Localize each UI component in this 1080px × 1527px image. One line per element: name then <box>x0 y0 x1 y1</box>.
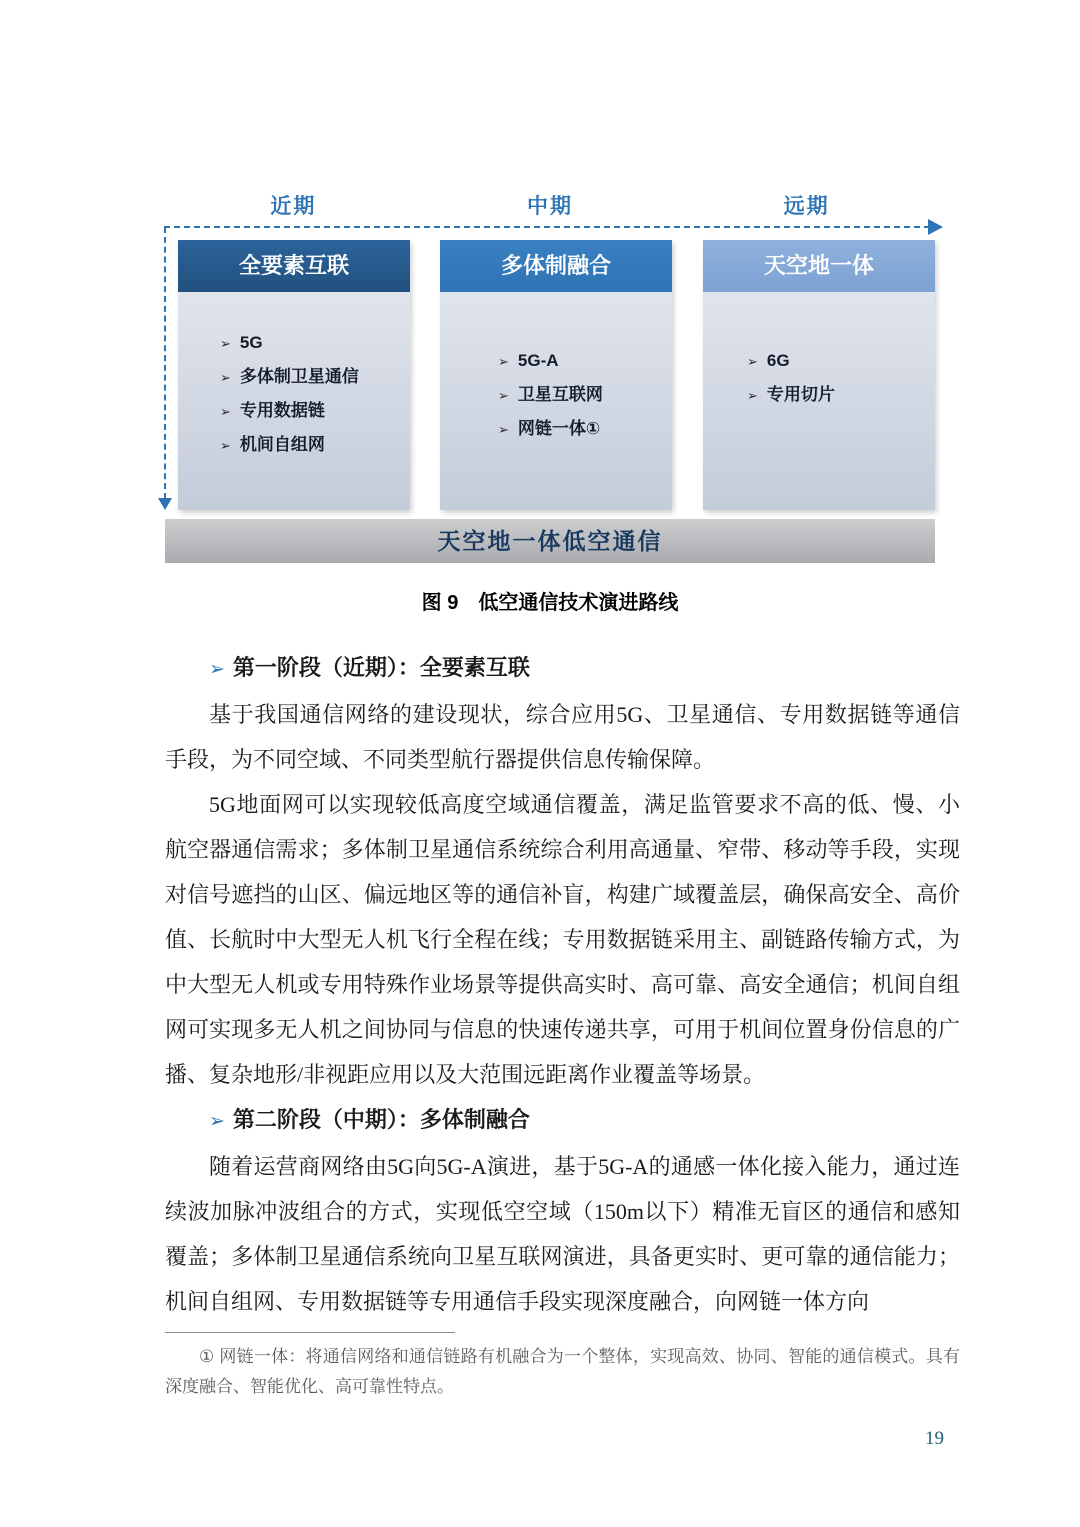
figure-item <box>498 344 672 378</box>
arrow-bullet-icon: ➢ <box>747 388 758 403</box>
body-text <box>165 645 960 1324</box>
page-number: 19 <box>925 1428 944 1449</box>
timeline-right-arrowhead-icon <box>928 219 943 235</box>
timeline-label-long-term: 远期 <box>783 195 830 218</box>
arrow-bullet-icon: ➢ <box>209 659 225 680</box>
arrow-bullet-icon: ➢ <box>220 438 231 453</box>
paragraph: 5G地面网可以实现较低高度空域通信覆盖，满足监管要求不高的低、慢、小航空器通信需求；多体制卫星通信系统综合利用高通量、窄带、移动等手段，实现对信号遮挡的山区、偏远地区等的通信补盲，构建广域覆盖层，确保高安全、高价值、长航时中大型无人机飞行全程在线；专用数据链采用主、副链路传输方式，为中大型无人机或专用特殊作业场景等提供高实时、高可靠、高安全通信；机间自组网可实现多无人机之间协同与信息的快速传递共享，可用于机间位置身份信息的广播、复杂地形/非视距应用以及大范围远距离作业覆盖等场景。 <box>165 792 960 1087</box>
arrow-bullet-icon: ➢ <box>220 336 231 351</box>
paragraph: 基于我国通信网络的建设现状，综合应用5G、卫星通信、专用数据链等通信手段，为不同空域、不同类型航行器提供信息传输保障。 <box>165 702 960 772</box>
figure-item-label: 多体制卫星通信 <box>239 367 359 386</box>
figure-item-label: 专用切片 <box>766 385 835 404</box>
arrow-bullet-icon: ➢ <box>220 370 231 385</box>
timeline-dashed-axis <box>164 226 930 228</box>
figure-column-phase1 <box>178 240 410 510</box>
paragraph: 随着运营商网络由5G向5G-A演进，基于5G-A的通感一体化接入能力，通过连续波加脉冲波组合的方式，实现低空空域（150m以下）精准无盲区的通信和感知覆盖；多体制卫星通信系统向卫星互联网演进，具备更实时、更可靠的通信能力；机间自组网、专用数据链等专用通信手段实现深度融合，向网链一体方向 <box>165 1154 960 1314</box>
section-heading-label: 第二阶段（中期）：多体制融合 <box>232 1107 530 1132</box>
timeline-label-near-term: 近期 <box>270 195 317 218</box>
figure-item <box>220 360 410 394</box>
figure-item <box>220 326 410 360</box>
figure-item <box>498 412 672 446</box>
arrow-bullet-icon: ➢ <box>498 354 509 369</box>
figure-item-label: 网链一体① <box>517 419 601 438</box>
section-heading-phase1 <box>165 645 960 692</box>
figure-column-title: 全要素互联 <box>178 240 410 292</box>
arrow-bullet-icon: ➢ <box>747 354 758 369</box>
arrow-bullet-icon: ➢ <box>220 404 231 419</box>
figure-item <box>747 344 935 378</box>
figure-item-label: 5G-A <box>517 351 559 370</box>
figure-item <box>498 378 672 412</box>
footnote-divider <box>165 1332 455 1333</box>
figure-item-label: 卫星互联网 <box>517 385 603 404</box>
figure-column-body <box>703 292 935 510</box>
timeline-left-dashed-line <box>164 227 166 499</box>
footnote-text: ① 网链一体：将通信网络和通信链路有机融合为一个整体，实现高效、协同、智能的通信模式。具有深度融合、智能优化、高可靠性特点。 <box>165 1347 960 1396</box>
figure-timeline-labels <box>165 190 935 220</box>
section-heading-phase2 <box>165 1097 960 1144</box>
timeline-down-arrowhead-icon <box>158 498 172 510</box>
figure-column-phase3 <box>703 240 935 510</box>
figure-item <box>220 394 410 428</box>
figure-column-phase2 <box>440 240 672 510</box>
figure-item-label: 5G <box>239 333 263 352</box>
figure-item <box>220 428 410 462</box>
arrow-bullet-icon: ➢ <box>498 388 509 403</box>
figure-footer-banner: 天空地一体低空通信 <box>165 519 935 563</box>
figure-item <box>747 378 935 412</box>
arrow-bullet-icon: ➢ <box>498 422 509 437</box>
figure-caption: 图 9 低空通信技术演进路线 <box>421 592 679 614</box>
figure-column-title: 天空地一体 <box>703 240 935 292</box>
figure-column-body <box>440 292 672 510</box>
timeline-label-mid-term: 中期 <box>527 195 573 218</box>
arrow-bullet-icon: ➢ <box>209 1111 225 1132</box>
figure-item-label: 专用数据链 <box>239 401 325 420</box>
figure-item-label: 机间自组网 <box>239 435 325 454</box>
figure-item-label: 6G <box>766 351 790 370</box>
section-heading-label: 第一阶段（近期）：全要素互联 <box>232 655 530 680</box>
figure-column-title: 多体制融合 <box>440 240 672 292</box>
figure-column-body <box>178 292 410 510</box>
